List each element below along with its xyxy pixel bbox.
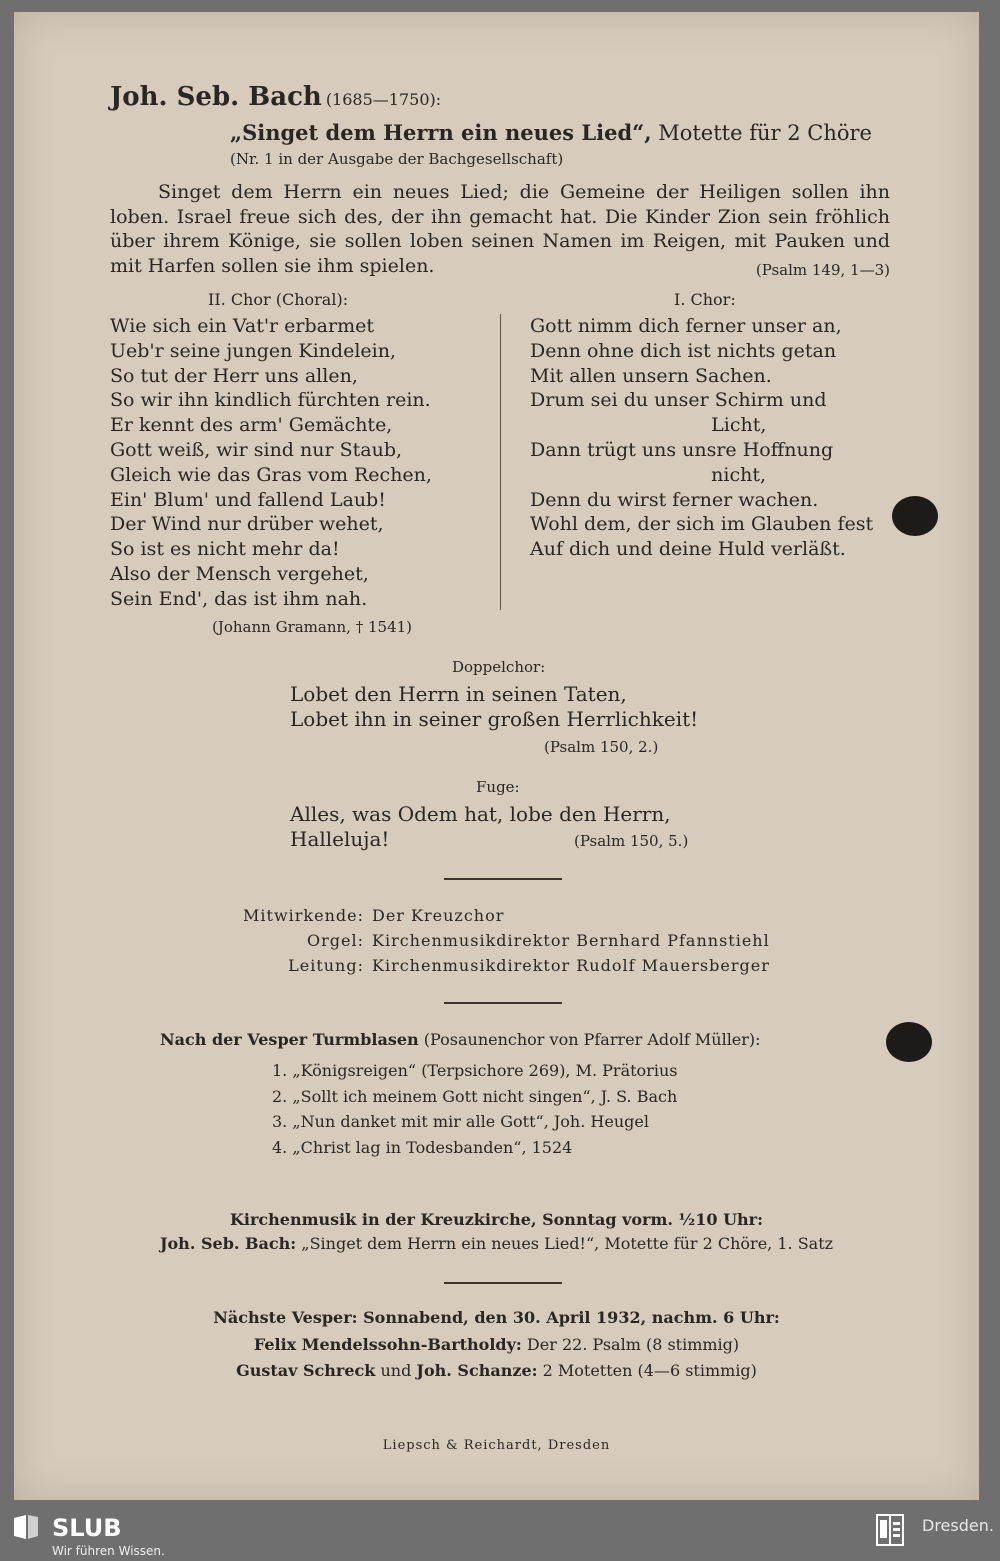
fugue-verses: Alles, was Odem hat, lobe den Herrn, Halleluja! [290,802,671,851]
printer-imprint: Liepsch & Reichardt, Dresden [382,1438,611,1453]
church-music-heading: Kirchenmusik in der Kreuzkirche, Sonntag vorm. ½10 Uhr: [230,1210,763,1229]
credit-value: Kirchenmusikdirektor Bernhard Pfannstiehl [372,931,770,950]
library-slogan: Wir führen Wissen. [52,1544,165,1558]
tower-title: Nach der Vesper Turmblasen [160,1030,419,1049]
dresden-crest-icon[interactable] [876,1514,904,1548]
punch-hole-top [892,496,938,536]
credit-value: Kirchenmusikdirektor Rudolf Mauersberger [372,956,770,975]
intro-paragraph [110,180,890,282]
credit-label: Orgel: [307,931,364,950]
next-vesper-line-2 [14,1361,979,1380]
double-choir-reference: (Psalm 150, 2.) [544,738,659,756]
double-choir-heading: Doppelchor: [452,658,546,676]
church-music-composer: Joh. Seb. Bach: [159,1234,297,1253]
separator-2 [444,1002,562,1004]
next-vesper-and: und [380,1361,412,1380]
next-vesper-composer-2: Gustav Schreck [236,1361,376,1380]
choir1-verses: Gott nimm dich ferner unser an, Denn ohne dich ist nichts getan Mit allen unsern Sachen. Drum sei du unser Schirm und Licht, Dann trügt uns unsre Hoffnung nicht, Denn du wirst ferner wachen. Wohl dem, der sich im Glauben fest Auf dich und deine Huld verläßt. [530,315,874,561]
composer-name: Joh. Seb. Bach [110,82,322,112]
composer-years: (1685—1750): [325,90,442,109]
intro-text: Singet dem Herrn ein neues Lied; die Gemeine der Heiligen sollen ihn loben. Israel freue sich des, der ihn gemacht hat. Die Kinder Zion sein fröhlich über ihrem Könige, sie sollen loben seinen Namen im Reigen, mit Pauken und mit Harfen sollen sie ihm spielen. [110,181,890,277]
credit-label: Leitung: [288,956,364,975]
work-subtitle: Motette für 2 Chöre [658,121,872,145]
church-music-work: „Singet dem Herrn ein neues Lied!“, Motette für 2 Chöre, 1. Satz [301,1234,834,1253]
list-item: 3. „Nun danket mit mir alle Gott“, Joh. Heugel [272,1112,649,1131]
next-vesper-line-1 [14,1335,979,1354]
separator-3 [444,1282,562,1284]
credit-label: Mitwirkende: [243,906,364,925]
credit-performers [110,906,890,930]
punch-hole-bottom [886,1022,932,1062]
tower-list [272,1058,677,1160]
next-vesper-work-2: 2 Motetten (4—6 stimmig) [542,1361,757,1380]
intro-reference: (Psalm 149, 1—3) [755,260,890,279]
next-vesper-composer-1: Felix Mendelssohn-Bartholdy: [253,1335,522,1354]
list-item: 2. „Sollt ich meinem Gott nicht singen“, J. S. Bach [272,1086,678,1106]
tower-heading [160,1030,761,1049]
next-vesper-heading: Nächste Vesper: Sonnabend, den 30. April 1932, nachm. 6 Uhr: [213,1308,780,1327]
city-label: Dresden. [922,1516,994,1535]
list-item: 4. „Christ lag in Todesbanden“, 1524 [272,1137,573,1157]
composer-heading [110,82,441,112]
fugue-reference: (Psalm 150, 5.) [574,832,689,850]
work-title-main: „Singet dem Herrn ein neues Lied“, [230,120,652,145]
fugue-heading: Fuge: [476,778,520,796]
choir2-heading: II. Chor (Choral): [208,290,349,309]
double-choir-verses: Lobet den Herrn in seinen Taten, Lobet ihn in seiner großen Herrlichkeit! [290,682,699,731]
choir2-verses: Wie sich ein Vat'r erbarmet Ueb'r seine jungen Kindelein, So tut der Herr uns allen, So wir ihn kindlich fürchten rein. Er kennt des arm' Gemächte, Gott weiß, wir sind nur Staub, Gleich wie das Gras vom Rechen, Ein' Blum' und fallend Laub! Der Wind nur drüber wehet, So ist es nicht mehr da! Also der Mensch vergehet, Sein End', das ist ihm nah. [110,315,432,610]
slub-logo-icon[interactable] [12,1514,40,1540]
edition-note: (Nr. 1 in der Ausgabe der Bachgesellschaft) [230,150,564,168]
work-title [230,120,872,145]
next-vesper-work-1: Der 22. Psalm (8 stimmig) [526,1335,740,1354]
library-name[interactable]: SLUB [52,1514,122,1542]
credit-value: Der Kreuzchor [372,906,505,925]
separator-1 [444,878,562,880]
church-music-line [14,1234,979,1253]
next-vesper-composer-3: Joh. Schanze: [416,1361,538,1380]
column-divider [500,314,501,610]
choir2-author: (Johann Gramann, † 1541) [212,618,413,636]
program-sheet [14,12,979,1500]
tower-subtitle: (Posaunenchor von Pfarrer Adolf Müller): [423,1030,761,1049]
credit-conductor [110,956,890,980]
credit-organ [110,931,890,955]
choir1-heading: I. Chor: [674,290,736,309]
list-item: 1. „Königsreigen“ (Terpsichore 269), M. Prätorius [272,1061,678,1080]
